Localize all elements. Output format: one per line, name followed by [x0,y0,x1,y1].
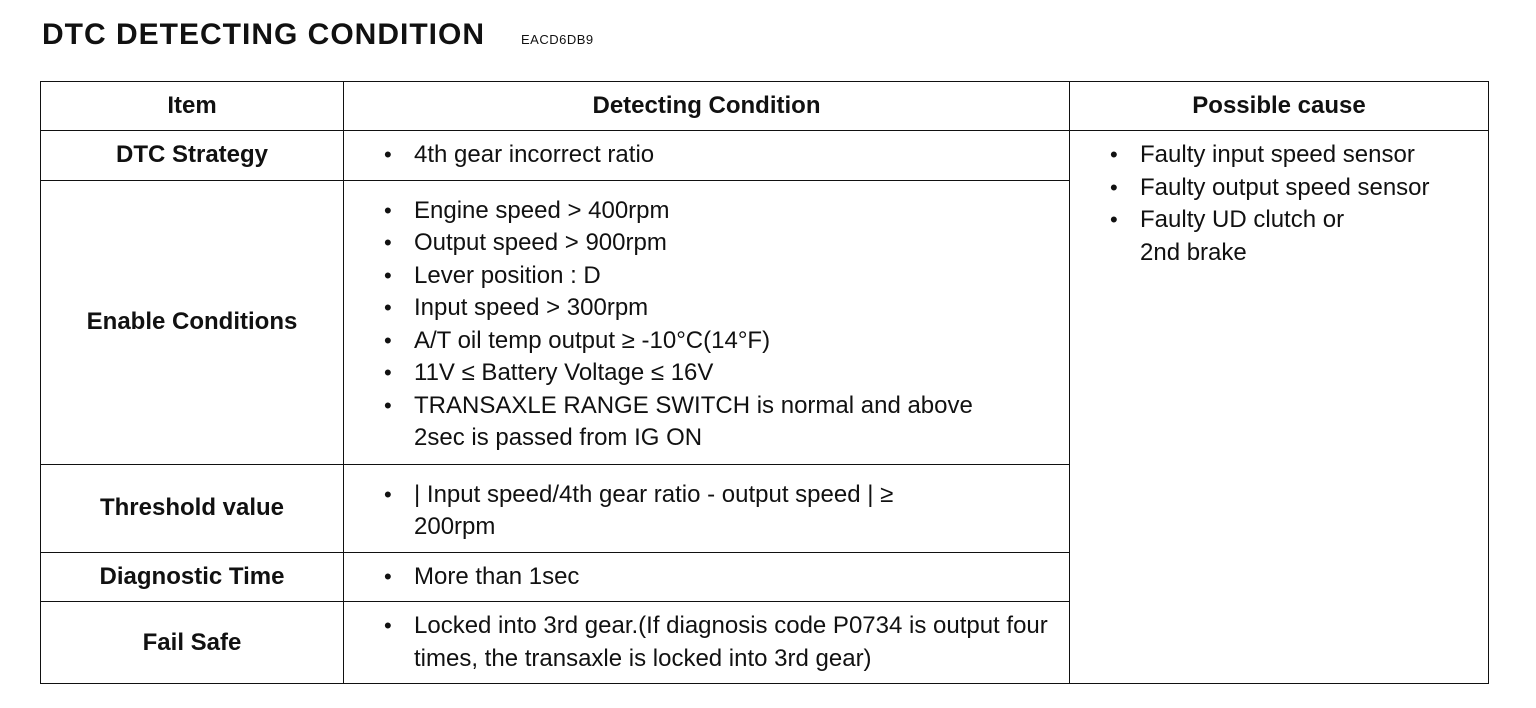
item-label: Enable Conditions [41,180,344,464]
condition-item: • 11V ≤ Battery Voltage ≤ 16V [344,357,1069,390]
condition-item: • Locked into 3rd gear.(If diagnosis code P0734 is output four times, the transaxle is locked into 3rd gear) [344,610,1054,675]
condition-list [344,465,1069,552]
item-label: Diagnostic Time [41,552,344,602]
cause-list [1070,131,1488,269]
condition-list [344,181,1069,463]
item-label: DTC Strategy [41,131,344,181]
condition-item: • A/T oil temp output ≥ -10°C(14°F) [344,325,1069,358]
cause-item: • Faulty UD clutch or 2nd brake [1070,204,1390,269]
condition-item: • More than 1sec [344,561,1069,594]
column-header-item: Item [41,82,344,131]
document-code: EACD6DB9 [521,32,594,47]
item-label: Threshold value [41,464,344,552]
item-label: Fail Safe [41,602,344,684]
condition-list [344,131,1069,180]
condition-item: • 4th gear incorrect ratio [344,139,1069,172]
dtc-condition-table [40,81,1489,684]
condition-item: • Engine speed > 400rpm [344,195,1069,228]
condition-item: • Input speed > 300rpm [344,292,1069,325]
condition-cell [344,131,1070,181]
condition-item: • | Input speed/4th gear ratio - output speed | ≥ 200rpm [344,479,974,544]
possible-cause-cell [1070,131,1489,684]
condition-cell [344,552,1070,602]
condition-cell [344,180,1070,464]
condition-list [344,602,1069,683]
condition-item: • Lever position : D [344,260,1069,293]
row-dtc-strategy [41,131,1489,181]
condition-cell [344,602,1070,684]
condition-cell [344,464,1070,552]
condition-item: • Output speed > 900rpm [344,227,1069,260]
condition-list [344,553,1069,602]
column-header-detecting-condition: Detecting Condition [344,82,1070,131]
page-header [42,18,594,52]
table-header-row [41,82,1489,131]
cause-item: • Faulty input speed sensor [1070,139,1488,172]
condition-item: • TRANSAXLE RANGE SWITCH is normal and above 2sec is passed from IG ON [344,390,994,455]
cause-item: • Faulty output speed sensor [1070,172,1488,205]
column-header-possible-cause: Possible cause [1070,82,1489,131]
page-title: DTC DETECTING CONDITION [42,18,485,51]
